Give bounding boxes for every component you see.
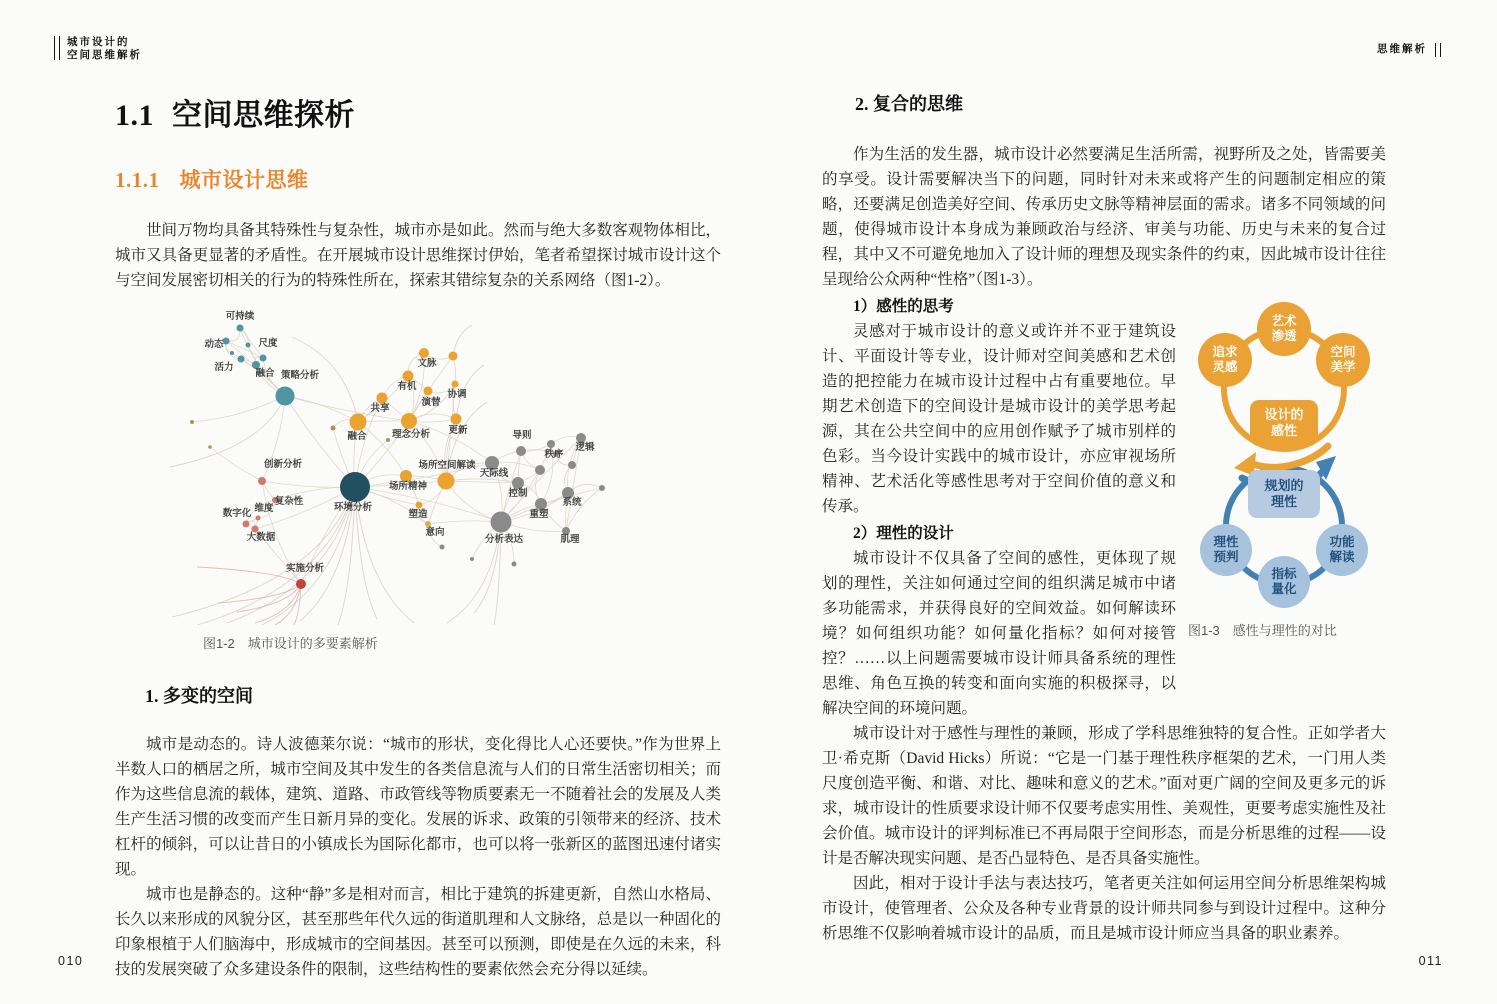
figure-1-3-block <box>1188 296 1386 679</box>
network-node <box>424 387 433 396</box>
figure-1-3-caption: 图1-3 感性与理性的对比 <box>1188 623 1337 638</box>
network-node <box>449 352 458 361</box>
network-node-label: 融合 <box>255 368 275 379</box>
paragraph-static-city: 城市也是静态的。这种“静”多是相对而言，相比于建筑的拆建更新，自然山水格局、长久以来形成的风貌分区，甚至那些年代久远的街道肌理和人文脉络，总是以一种固化的印象根植于人们脑海中，形成城市的空间基因。甚至可以预测，即使是在久远的未来，科技的发展突破了众多建设条件的限制，这些结构性的要素依然会充分得以延续。 <box>115 886 721 978</box>
network-node-label: 导则 <box>512 430 532 441</box>
network-node <box>438 473 455 490</box>
right-page-column <box>822 90 1386 946</box>
network-node <box>243 521 250 528</box>
subheading-sensual-thinking: 1）感性的思考 <box>853 298 954 315</box>
network-node-label: 动态 <box>204 339 224 350</box>
network-node <box>237 325 244 332</box>
subsection-title-text: 城市设计思维 <box>179 168 309 192</box>
network-node-label: 控制 <box>508 488 528 499</box>
network-tail-edge <box>197 487 355 625</box>
network-node-label: 意向 <box>425 527 445 538</box>
network-node-label: 秩序 <box>544 449 564 460</box>
network-node-label: 肌理 <box>560 534 580 545</box>
running-header-line1: 城市设计的 <box>67 37 130 48</box>
network-edge <box>285 396 358 422</box>
network-node-label: 分析表达 <box>484 534 524 545</box>
network-node <box>416 502 423 509</box>
network-node <box>256 516 261 521</box>
network-node <box>238 356 245 363</box>
subsection-title <box>115 164 721 194</box>
network-node <box>208 445 212 449</box>
network-node <box>350 414 367 431</box>
paragraph-right-intro: 作为生活的发生器，城市设计必然要满足生活所需，视野所及之处，皆需要美的享受。设计需要解决当下的问题，同时针对未来或将产生的问题制定相应的策略，还要满足创造美好空间、传承历史文脉等精神层面的需求。诸多不同领域的问题，使得城市设计本身成为兼顾政治与经济、审美与功能、历史与未来的复合过程，其中又不可避免地加入了设计师的理想及现实条件的约束，因此城市设计往往呈现给公众两种“性格”（图1-3）。 <box>822 146 1386 288</box>
network-node-label: 融合 <box>347 431 367 442</box>
running-header-line2: 空间思维解析 <box>67 50 142 61</box>
section-title-text: 空间思维探析 <box>172 99 355 132</box>
network-node-label: 策略分析 <box>280 370 320 381</box>
network-node <box>419 348 429 358</box>
header-rule-icon <box>1435 43 1441 57</box>
network-node-label: 逻辑 <box>575 442 595 453</box>
network-tail-edge <box>275 584 301 625</box>
network-tail-edge <box>170 396 285 467</box>
network-node <box>276 387 295 406</box>
page-number-left: 010 <box>58 954 84 968</box>
heading-compound-thinking: 2. 复合的思维 <box>855 94 963 114</box>
subheading-rational-design: 2）理性的设计 <box>853 525 954 542</box>
running-header-left <box>54 36 142 62</box>
paragraph-sensual: 灵感对于城市设计的意义或许并不亚于建筑设计、平面设计等专业，设计师对空间美感和艺术创造的把控能力在城市设计过程中占有重要地位。早期艺术创造下的空间设计是城市设计的美学思考起源，其在公共空间中的应用创作赋予了城市别样的色彩。当今设计实践中的城市设计，亦应审视场所精神、艺术活化等感性思考对于空间价值的意义和传承。 <box>822 323 1176 515</box>
network-node <box>340 472 370 502</box>
running-header-left-text <box>67 36 142 62</box>
network-node <box>512 562 517 567</box>
network-node <box>516 446 526 456</box>
node-planning-rationality: 规划的理性 <box>1248 470 1320 518</box>
network-node-label: 共享 <box>370 403 390 414</box>
node-indicator-quantification: 指标量化 <box>1258 556 1310 608</box>
figure-1-2-network <box>115 307 721 652</box>
network-edge <box>210 447 262 481</box>
running-header-right-text: 思维解析 <box>1377 43 1427 55</box>
network-node-label: 理念分析 <box>391 429 431 440</box>
network-node <box>451 414 462 425</box>
network-diagram <box>137 307 667 629</box>
network-node <box>403 371 414 382</box>
network-node <box>599 485 605 491</box>
network-node <box>246 343 251 348</box>
network-node-label: 系统 <box>562 497 582 508</box>
paragraph-final: 因此，相对于设计手法与表达技巧，笔者更关注如何运用空间分析思维架构城市设计，使管理者、公众及各种专业背景的设计师共同参与到设计过程中。这种分析思维不仅影响着城市设计的品质，而且是城市设计师应当具备的职业素养。 <box>822 875 1386 942</box>
network-tail-edge <box>453 325 472 356</box>
network-node <box>401 413 417 429</box>
figure-1-2-caption: 图1-2 城市设计的多要素解析 <box>203 636 378 651</box>
figure-1-3-diagram <box>1188 296 1380 608</box>
network-node-label: 活力 <box>214 362 234 373</box>
left-page-column <box>115 90 721 982</box>
network-node <box>296 579 306 589</box>
node-design-sensibility: 设计的感性 <box>1250 400 1318 446</box>
network-node-label: 环境分析 <box>333 502 373 513</box>
network-node <box>535 465 545 475</box>
network-node <box>547 440 555 448</box>
network-node-label: 重塑 <box>529 509 549 520</box>
network-edge <box>355 487 501 522</box>
network-node <box>260 355 267 362</box>
network-node <box>452 381 459 388</box>
network-node-label: 数字化 <box>222 508 252 519</box>
network-node-label: 演替 <box>421 397 441 408</box>
network-node-label: 可持续 <box>225 311 255 322</box>
page-number-right: 011 <box>1418 954 1443 968</box>
network-node-label: 创新分析 <box>263 459 303 470</box>
subheading-changing-space: 1. 多变的空间 <box>145 686 253 706</box>
network-node <box>386 438 390 442</box>
network-edge <box>428 521 501 524</box>
network-edge <box>226 341 263 358</box>
network-node-label: 更新 <box>448 425 468 436</box>
section-title <box>115 90 721 134</box>
header-rule-icon <box>54 36 60 60</box>
node-art-infiltration: 艺术渗透 <box>1257 302 1311 356</box>
network-node-label: 维度 <box>254 503 274 514</box>
running-header-right <box>1377 42 1441 57</box>
network-node <box>440 545 445 550</box>
node-rational-prejudge: 理性预判 <box>1200 524 1252 576</box>
network-node <box>223 338 230 345</box>
network-node-label: 大数据 <box>246 532 276 543</box>
network-node-label: 协调 <box>447 389 467 400</box>
section-number: 1.1 <box>115 99 154 132</box>
network-node <box>190 420 194 424</box>
intro-paragraph: 世间万物均具备其特殊性与复杂性，城市亦是如此。然而与绝大多数客观物体相比，城市又具备更显著的矛盾性。在开展城市设计思维探讨伊始，笔者希望探讨城市设计这个与空间发展密切相关的行为的特殊性所在，探索其错综复杂的关系网络（图1-2）。 <box>115 222 721 289</box>
network-node <box>331 426 336 431</box>
network-node-label: 尺度 <box>258 338 278 349</box>
subsection-number: 1.1.1 <box>115 168 160 192</box>
network-node <box>470 557 474 561</box>
node-function-interpretation: 功能解读 <box>1316 524 1368 576</box>
network-node-label: 场所精神 <box>388 481 428 492</box>
paragraph-dynamic-city: 城市是动态的。诗人波德莱尔说：“城市的形状，变化得比人心还要快。”作为世界上半数人口的栖居之所，城市空间及其中发生的各类信息流与人们的日常生活密切相关；而作为这些信息流的载体，建筑、道路、市政管线等物质要素无一不随着社会的发展及人类生产生活习惯的改变而产生日新月异的变化。发展的诉求、政策的引领带来的经济、技术杠杆的倾斜，可以让昔日的小镇成长为国际化都市，也可以将一张新区的蓝图迅速付诸实现。 <box>115 736 721 878</box>
network-node <box>377 393 388 404</box>
network-node-label: 天际线 <box>479 468 509 479</box>
paragraph-rational: 城市设计不仅具备了空间的感性，更体现了规划的理性，关注如何通过空间的组织满足城市中诸多功能需求，并获得良好的空间效益。如何解读环境？如何组织功能？如何量化指标？如何对接管控？……以上问题需要城市设计师具备系统的理性思维、角色互换的转变和面向实施的积极探寻，以解决空间的环境问题。 <box>822 550 1176 717</box>
network-node-label: 场所空间解读 <box>418 460 476 471</box>
network-node-label: 文脉 <box>417 358 437 369</box>
network-node <box>258 477 266 485</box>
network-node <box>491 512 512 533</box>
network-node-label: 塑造 <box>408 509 428 520</box>
network-node-label: 复杂性 <box>274 496 304 507</box>
network-node-label: 实施分析 <box>285 563 325 574</box>
paragraph-compound: 城市设计对于感性与理性的兼顾，形成了学科思维独特的复合性。正如学者大卫·希克斯（David Hicks）所说：“它是一门基于理性秩序框架的艺术，一门用人类尺度创造平衡、和谐、对比、趣味和意义的艺术。”面对更广阔的空间及更多元的诉求，城市设计的性质要求设计师不仅要考虑实用性、美观性，更要考虑实施性及社会价值。城市设计的评判标准已不再局限于空间形态，而是分析思维的过程——设计是否解决现实问题、是否凸显特色、是否具备实施性。 <box>822 725 1386 867</box>
network-node <box>568 461 576 469</box>
network-node <box>230 351 234 355</box>
node-spatial-aesthetics: 空间美学 <box>1316 333 1370 387</box>
node-pursue-inspiration: 追求灵感 <box>1198 333 1252 387</box>
network-node-label: 有机 <box>397 381 417 392</box>
